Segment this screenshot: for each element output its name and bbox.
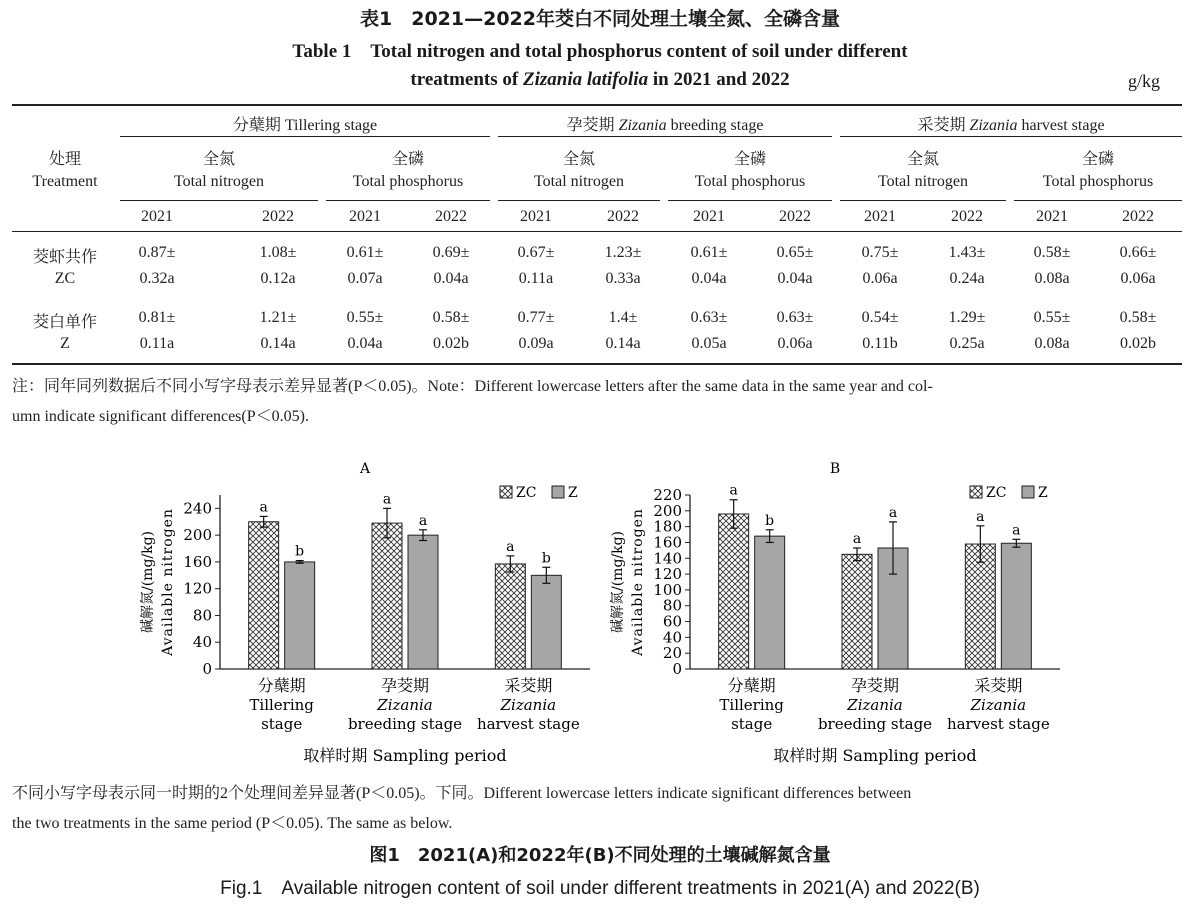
- significance-letter: b: [765, 512, 775, 529]
- figure-note-line2: the two treatments in the same period (P＜0.05). The same as below.: [12, 815, 453, 832]
- year-header: 2021: [141, 208, 173, 225]
- row-zc-name-en: ZC: [54, 270, 76, 287]
- year-header: 2022: [951, 208, 983, 225]
- significance-letter: a: [506, 538, 515, 555]
- table-title-en-pre: treatments of: [410, 69, 523, 90]
- x-tick-label-en: stage: [261, 715, 303, 733]
- x-tick-label-en: Zizania: [377, 696, 433, 714]
- chart-title: A: [359, 461, 371, 477]
- table-cell-mean: 0.77±: [517, 309, 555, 326]
- table-cell-mean: 0.58±: [432, 309, 470, 326]
- nutrient-header-cn: 全氮: [906, 151, 939, 168]
- bar-zc: [372, 523, 402, 669]
- table-cell-mean: 0.61±: [690, 244, 728, 261]
- nutrient-rule: [326, 200, 490, 201]
- nutrient-header-cn: 全磷: [1081, 151, 1114, 168]
- table-cell-sd: 0.32a: [139, 270, 175, 287]
- nutrient-header-en: Total phosphorus: [352, 173, 464, 190]
- table-title-en-italic: Zizania latifolia: [522, 69, 649, 90]
- chart-title: B: [829, 461, 841, 477]
- table-header-rule: [12, 231, 1182, 232]
- bar-z: [408, 535, 438, 669]
- y-tick-label: 0: [672, 660, 682, 678]
- table-cell-mean: 0.66±: [1119, 244, 1157, 261]
- y-tick-label: 200: [653, 501, 682, 520]
- table-cell-sd: 0.04a: [347, 335, 383, 352]
- table-cell-sd: 0.06a: [777, 335, 813, 352]
- table-cell-mean: 0.63±: [690, 309, 728, 326]
- significance-letter: a: [976, 508, 985, 525]
- nutrient-header-cn: 全磷: [733, 151, 766, 168]
- row-zc-name-cn: 茭虾共作: [32, 249, 97, 266]
- figure-note-line1: 不同小写字母表示同一时期的2个处理间差异显著(P＜0.05)。下同。Different lowercase letters indicate significant differences between: [12, 785, 912, 802]
- table-cell-sd: 0.07a: [347, 270, 383, 287]
- significance-letter: a: [1012, 522, 1021, 539]
- y-tick-label: 160: [653, 533, 682, 552]
- table-cell-mean: 0.65±: [776, 244, 814, 261]
- table-top-rule: [12, 104, 1182, 106]
- treatment-header-en: Treatment: [32, 173, 98, 190]
- y-tick-label: 80: [662, 596, 682, 615]
- year-header: 2022: [607, 208, 639, 225]
- table-cell-mean: 1.21±: [259, 309, 297, 326]
- legend-swatch-zc: [500, 486, 512, 498]
- nutrient-header-cn: 全氮: [202, 151, 235, 168]
- y-tick-label: 0: [202, 660, 212, 678]
- bar-z: [531, 575, 561, 669]
- x-tick-label-cn: 分蘖期: [727, 676, 776, 695]
- y-tick-label: 120: [653, 565, 682, 584]
- y-tick-label: 40: [662, 628, 682, 647]
- legend-swatch-z: [552, 486, 564, 498]
- table-cell-mean: 0.75±: [861, 244, 899, 261]
- table-cell-sd: 0.11a: [518, 270, 554, 287]
- x-tick-label-cn: 采茭期: [974, 676, 1023, 695]
- table-cell-sd: 0.02b: [1120, 335, 1156, 352]
- significance-letter: a: [382, 491, 392, 508]
- table-cell-sd: 0.08a: [1034, 335, 1070, 352]
- chart-b: [600, 455, 1070, 775]
- row-z-name-en: Z: [60, 335, 70, 352]
- stage-3-italic: Zizania: [969, 117, 1018, 134]
- table-bottom-rule: [12, 363, 1182, 365]
- x-tick-label-en: Zizania: [970, 696, 1027, 714]
- significance-letter: a: [852, 530, 862, 547]
- nutrient-rule: [1014, 200, 1182, 201]
- table-cell-sd: 0.14a: [260, 335, 296, 352]
- x-axis-label: 取样时期 Sampling period: [303, 746, 507, 765]
- table-cell-mean: 0.58±: [1033, 244, 1071, 261]
- table-cell-mean: 0.55±: [1033, 309, 1071, 326]
- x-tick-label-en: breeding stage: [817, 715, 933, 733]
- y-tick-label: 120: [183, 579, 212, 598]
- x-tick-label-en: stage: [731, 715, 773, 733]
- stage-2-post: breeding stage: [666, 117, 764, 134]
- table-cell-sd: 0.24a: [949, 270, 985, 287]
- table-cell-mean: 0.54±: [861, 309, 899, 326]
- y-tick-label: 220: [653, 486, 682, 504]
- bar-z: [285, 562, 315, 669]
- table-cell-sd: 0.02b: [433, 335, 469, 352]
- x-tick-label-en: harvest stage: [476, 715, 580, 733]
- table-title-en-post: in 2021 and 2022: [648, 69, 790, 90]
- table-cell-mean: 1.23±: [604, 244, 642, 261]
- table-cell-mean: 1.43±: [948, 244, 986, 261]
- stage-header-2: [498, 112, 832, 135]
- nutrient-header-cn: 全磷: [391, 151, 424, 168]
- table-cell-sd: 0.11b: [862, 335, 898, 352]
- table-title-cn: 表1 2021—2022年茭白不同处理土壤全氮、全磷含量: [360, 8, 840, 30]
- table-cell-sd: 0.11a: [139, 335, 175, 352]
- table-cell-sd: 0.06a: [862, 270, 898, 287]
- y-axis-label-en: Available nitrogen: [630, 508, 646, 656]
- legend-label-z: Z: [568, 485, 578, 501]
- figure-caption-cn: 图1 2021(A)和2022年(B)不同处理的土壤碱解氮含量: [369, 845, 831, 866]
- significance-letter: a: [418, 512, 428, 529]
- nutrient-header-en: Total nitrogen: [534, 173, 624, 190]
- y-tick-label: 200: [183, 526, 212, 545]
- table-note-line2: umn indicate significant differences(P＜0.05).: [12, 408, 309, 425]
- nutrient-header-en: Total phosphorus: [694, 173, 806, 190]
- bar-zc: [249, 522, 279, 669]
- table-cell-sd: 0.08a: [1034, 270, 1070, 287]
- x-tick-label-cn: 孕茭期: [380, 676, 430, 695]
- table-cell-sd: 0.14a: [605, 335, 641, 352]
- table-cell-mean: 0.58±: [1119, 309, 1157, 326]
- legend-label-zc: ZC: [516, 485, 537, 501]
- year-header: 2022: [779, 208, 811, 225]
- year-header: 2021: [349, 208, 381, 225]
- bar-z: [1001, 543, 1031, 669]
- nutrient-header-en: Total nitrogen: [174, 173, 264, 190]
- year-header: 2022: [262, 208, 294, 225]
- y-tick-label: 180: [653, 517, 682, 536]
- figure-caption-en: Fig.1 Available nitrogen content of soil under different treatments in 2021(A) and 2022(B): [220, 878, 980, 899]
- y-axis-label-cn: 碱解氮/(mg/kg): [610, 530, 626, 634]
- x-tick-label-cn: 采茭期: [504, 676, 553, 695]
- stage-header-3: [840, 112, 1182, 135]
- x-axis-label: 取样时期 Sampling period: [773, 746, 977, 765]
- significance-letter: a: [729, 482, 738, 499]
- nutrient-rule: [668, 200, 832, 201]
- x-tick-label-cn: 分蘖期: [257, 676, 306, 695]
- significance-letter: a: [259, 499, 268, 516]
- chart-a: [130, 455, 600, 775]
- nutrient-header-cn: 全氮: [562, 151, 595, 168]
- x-tick-label-en: Zizania: [500, 696, 557, 714]
- stage-2-italic: Zizania: [618, 117, 667, 134]
- year-header: 2022: [435, 208, 467, 225]
- stage-rule-1: [120, 136, 490, 137]
- stage-2-pre: 孕茭期: [566, 117, 619, 134]
- table-cell-mean: 1.08±: [259, 244, 297, 261]
- y-tick-label: 100: [653, 580, 682, 599]
- legend-swatch-zc: [970, 486, 982, 498]
- stage-rule-3: [840, 136, 1182, 137]
- stage-3-post: harvest stage: [1017, 117, 1105, 134]
- table-unit: g/kg: [1127, 71, 1160, 91]
- table-cell-mean: 0.67±: [517, 244, 555, 261]
- table-cell-sd: 0.12a: [260, 270, 296, 287]
- bar-zc: [842, 554, 872, 669]
- table-cell-mean: 0.87±: [138, 244, 176, 261]
- table-cell-mean: 0.69±: [432, 244, 470, 261]
- x-tick-label-en: Tillering: [249, 696, 314, 714]
- y-tick-label: 80: [192, 606, 212, 625]
- year-header: 2022: [1122, 208, 1154, 225]
- table-cell-mean: 0.61±: [346, 244, 384, 261]
- treatment-header-cn: 处理: [48, 151, 81, 168]
- nutrient-rule: [120, 200, 318, 201]
- x-tick-label-en: harvest stage: [946, 715, 1050, 733]
- x-tick-label-en: Tillering: [719, 696, 784, 714]
- stage-header-1: [120, 112, 490, 135]
- table-cell-sd: 0.04a: [433, 270, 469, 287]
- table-cell-mean: 0.81±: [138, 309, 176, 326]
- y-axis-label-cn: 碱解氮/(mg/kg): [140, 530, 156, 634]
- nutrient-rule: [840, 200, 1006, 201]
- legend-label-z: Z: [1038, 485, 1048, 501]
- legend-label-zc: ZC: [986, 485, 1007, 501]
- table-note-line1: 注：同年同列数据后不同小写字母表示差异显著(P＜0.05)。Note：Different lowercase letters after the same data in the same year and col-: [12, 378, 933, 395]
- nutrient-header-en: Total phosphorus: [1042, 173, 1154, 190]
- row-z-name-cn: 茭白单作: [32, 314, 97, 331]
- x-tick-label-cn: 孕茭期: [850, 676, 900, 695]
- x-tick-label-en: Zizania: [847, 696, 903, 714]
- y-tick-label: 40: [192, 633, 212, 652]
- table-title-en-line2: [0, 69, 1200, 91]
- bar-zc: [495, 564, 525, 669]
- bar-zc: [719, 514, 749, 669]
- table-cell-sd: 0.06a: [1120, 270, 1156, 287]
- y-axis-label-en: Available nitrogen: [160, 508, 176, 656]
- y-tick-label: 60: [662, 612, 682, 631]
- table-title-en-line1: Table 1 Total nitrogen and total phosphorus content of soil under different: [292, 41, 908, 62]
- significance-letter: b: [541, 550, 551, 567]
- year-header: 2021: [520, 208, 552, 225]
- nutrient-header-en: Total nitrogen: [878, 173, 968, 190]
- table-cell-sd: 0.04a: [777, 270, 813, 287]
- table-cell-mean: 0.55±: [346, 309, 384, 326]
- year-header: 2021: [1036, 208, 1068, 225]
- y-tick-label: 20: [662, 644, 682, 663]
- stage-1-text: 分蘖期 Tillering stage: [232, 117, 378, 134]
- table-cell-sd: 0.25a: [949, 335, 985, 352]
- stage-3-pre: 采茭期: [917, 117, 970, 134]
- y-tick-label: 160: [183, 552, 212, 571]
- x-tick-label-en: breeding stage: [347, 715, 463, 733]
- year-header: 2021: [693, 208, 725, 225]
- stage-rule-2: [498, 136, 832, 137]
- bar-z: [755, 536, 785, 669]
- table-cell-mean: 0.63±: [776, 309, 814, 326]
- nutrient-rule: [498, 200, 660, 201]
- significance-letter: b: [295, 543, 305, 560]
- y-tick-label: 140: [653, 549, 682, 568]
- table-cell-sd: 0.05a: [691, 335, 727, 352]
- table-cell-sd: 0.04a: [691, 270, 727, 287]
- legend-swatch-z: [1022, 486, 1034, 498]
- table-cell-mean: 1.29±: [948, 309, 986, 326]
- y-tick-label: 240: [183, 499, 212, 518]
- table-cell-sd: 0.33a: [605, 270, 641, 287]
- year-header: 2021: [864, 208, 896, 225]
- table-cell-mean: 1.4±: [608, 309, 638, 326]
- table-cell-sd: 0.09a: [518, 335, 554, 352]
- significance-letter: a: [888, 504, 898, 521]
